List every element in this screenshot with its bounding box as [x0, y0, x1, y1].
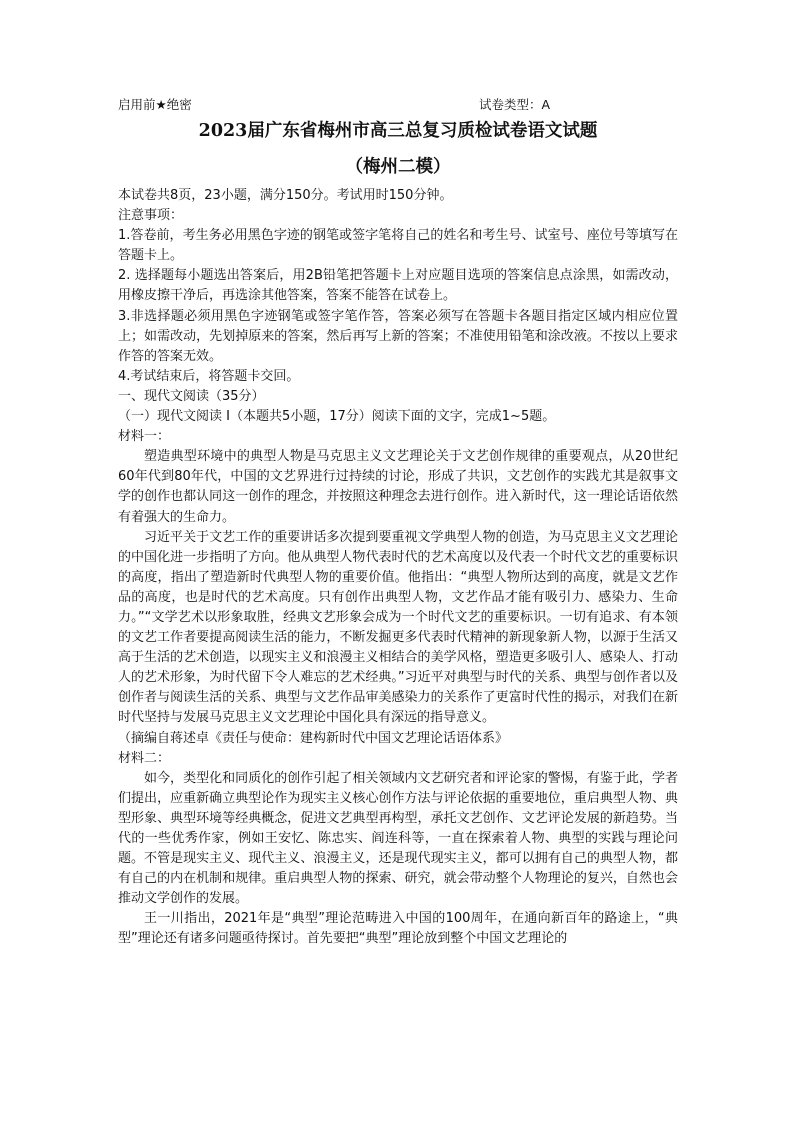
notice-item: 3.非选择题必须用黑色字迹钢笔或签字笔作答，答案必须写在答题卡各题目指定区域内相应位置上；如需改动，先划掉原来的答案，然后再写上新的答案；不准使用铅笔和涂改液。不按以上要求作答的答案无效。	[118, 308, 678, 364]
material-paragraph: 习近平关于文艺工作的重要讲话多次提到要重视文学典型人物的创造，为马克思主义文艺理论的中国化进一步指明了方向。他从典型人物代表时代的艺术高度以及代表一个时代文艺的重要标识的高度，指出了塑造新时代典型人物的重要价值。他指出：“典型人物所达到的高度，就是文艺作品的高度，也是时代的艺术高度。只有创作出典型人物，文艺作品才能有吸引力、感染力、生命力。”“文学艺术以形象取胜，经典文艺形象会成为一个时代文艺的重要标识。一切有追求、有本领的文艺工作者要提高阅读生活的能力，不断发掘更多代表时代精神的新现象新人物，以源于生活又高于生活的艺术创造，以现实主义和浪漫主义相结合的美学风格，塑造更多吸引人、感染人、打动人的艺术形象，为时代留下令人难忘的艺术经典。”习近平对典型与时代的关系、典型与创作者以及创作者与阅读生活的关系、典型与文艺作品审美感染力的关系作了更富时代性的揭示，对我们在新时代坚持与发展马克思主义文艺理论中国化具有深远的指导意义。	[118, 529, 678, 726]
material-paragraph: 如今，类型化和同质化的创作引起了相关领域内文艺研究者和评论家的警惕，有鉴于此，学者们提出，应重新确立典型论作为现实主义核心创作方法与评论依据的重要地位，重启典型人物、典型形象、典型环境等经典概念，促进文艺典型再构型，承托文艺创作、文艺评论发展的新趋势。当代的一些优秀作家，例如王安忆、陈忠实、阎连科等，一直在探索着人物、典型的实践与理论问题。不管是现实主义、现代主义、浪漫主义，还是现代现实主义，都可以拥有自己的典型人物，都有自己的内在机制和规律。重启典型人物的探索、研究，就会带动整个人物理论的复兴，自然也会推动文学创作的发展。	[118, 770, 678, 907]
exam-subtitle: （梅州二模）	[345, 157, 451, 177]
exam-intro: 本试卷共8页，23小题，满分150分。考试用时150分钟。	[118, 188, 453, 203]
material-paragraph: 王一川指出，2021年是“典型”理论范畴进入中国的100周年，在通向新百年的路途上，“典型”理论还有诸多问题亟待探讨。首先要把“典型”理论放到整个中国文艺理论的	[118, 911, 678, 947]
exam-title: 2023届广东省梅州市高三总复习质检试卷语文试题	[198, 121, 598, 141]
material-paragraph: 塑造典型环境中的典型人物是马克思主义文艺理论关于文艺创作规律的重要观点，从20世纪60年代到80年代，中国的文艺界进行过持续的讨论，形成了共识，文艺创作的实践尤其是叙事文学的创作也都认同这一创作的理念，并按照这种理念去进行创作。进入新时代，这一理论话语依然有着强大的生命力。	[118, 449, 678, 525]
notice-item: 1.答卷前，考生务必用黑色字迹的钢笔或签字笔将自己的姓名和考生号、试室号、座位号等填写在答题卡上。	[118, 228, 678, 264]
material-label: 材料一：	[118, 429, 171, 445]
section-heading: 一、现代文阅读（35分）	[118, 388, 265, 404]
document-page	[118, 96, 678, 950]
material-source: （摘编自蒋述卓《责任与使命：建构新时代中国文艺理论话语体系》	[118, 730, 509, 746]
material-label: 材料二：	[118, 750, 171, 766]
notice-title: 注意事项：	[118, 208, 184, 224]
header-row	[118, 96, 678, 114]
paper-type: 试卷类型：A	[478, 97, 550, 112]
notice-item: 4.考试结束后，将答题卡交回。	[118, 368, 300, 384]
section-subheading: （一）现代文阅读 I（本题共5小题，17分）阅读下面的文字，完成1~5题。	[118, 409, 556, 425]
secret-label: 启用前★绝密	[118, 97, 192, 112]
notice-item: 2. 选择题每小题选出答案后，用2B铅笔把答题卡上对应题目选项的答案信息点涂黑，如需改动，用橡皮擦干净后，再选涂其他答案，答案不能答在试卷上。	[118, 268, 678, 304]
